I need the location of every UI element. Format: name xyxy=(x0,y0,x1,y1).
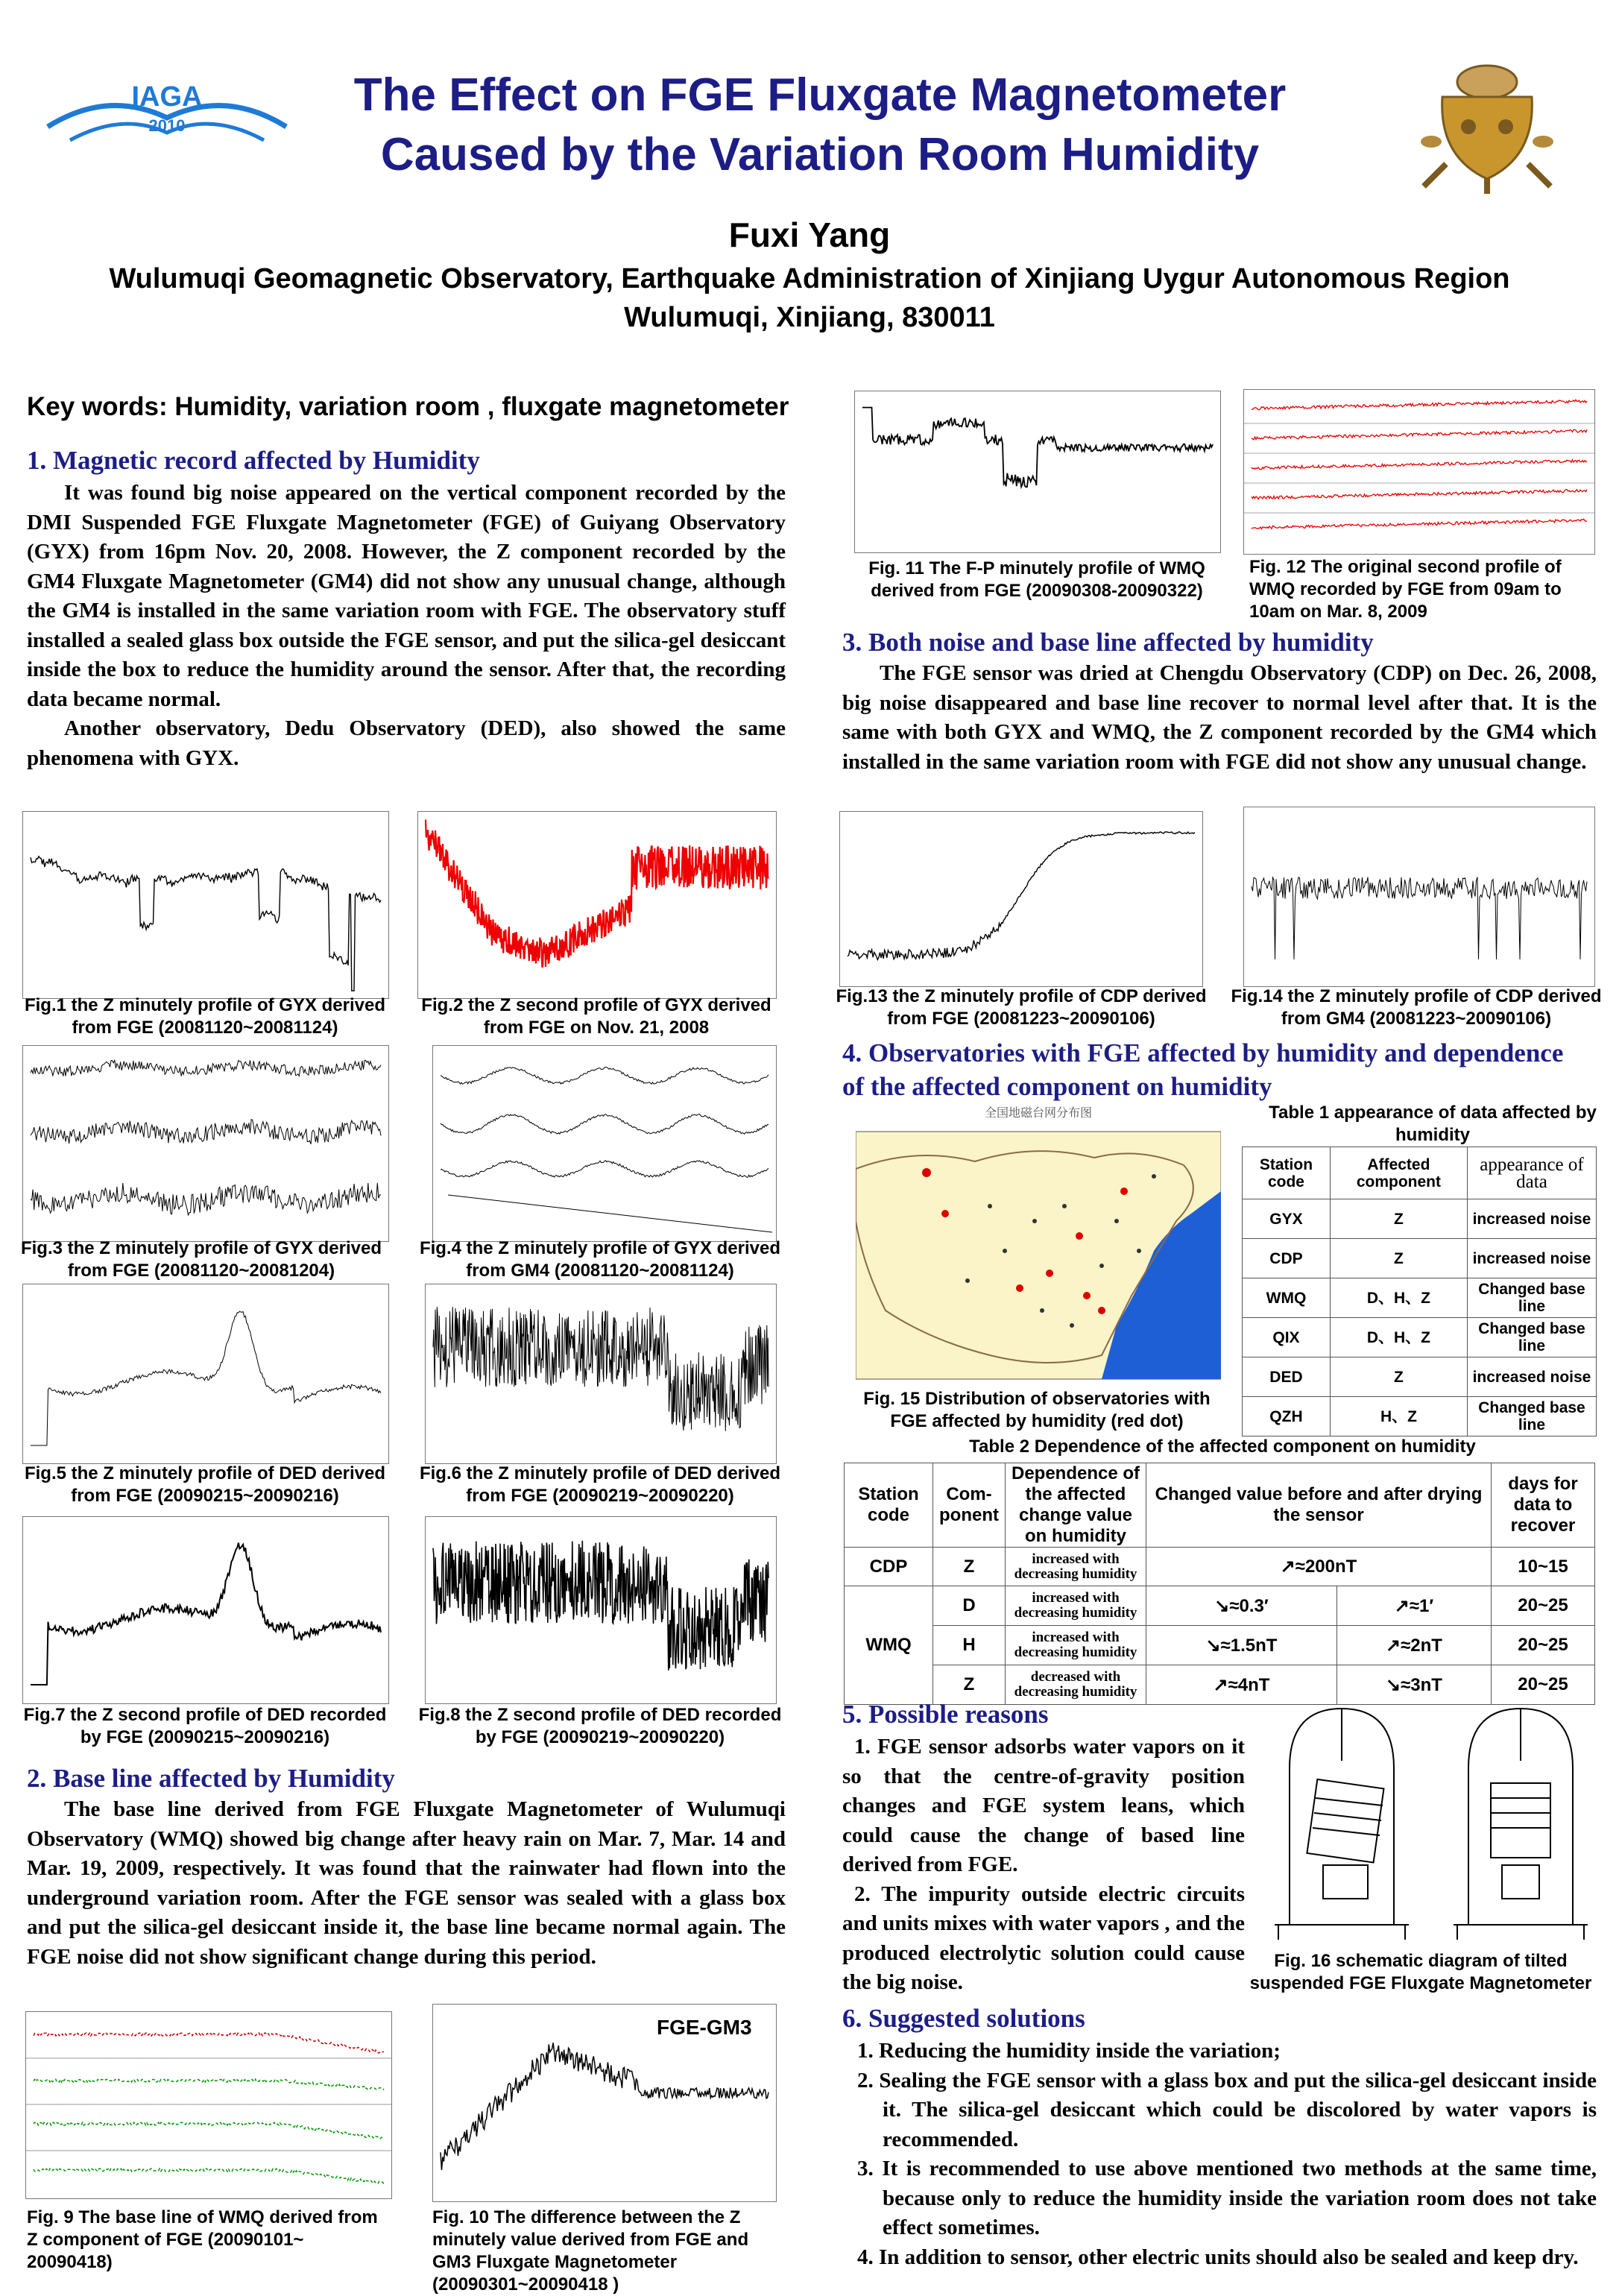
table1-cell: D、H、Z xyxy=(1330,1278,1467,1318)
fig3-caption: Fig.3 the Z minutely profile of GYX derived from FGE (20081120~20081204) xyxy=(20,1238,382,1281)
fig14-plot xyxy=(1243,807,1595,987)
table2-cell: decreased with decreasing humidity xyxy=(1006,1665,1146,1705)
section-3-text xyxy=(842,659,1597,777)
fig6-plot xyxy=(425,1284,777,1464)
table2-cell: WMQ xyxy=(845,1586,933,1705)
fig10-plot xyxy=(432,2004,777,2202)
fig12-caption: Fig. 12 The original second profile of WMQ recorded by FGE from 09am to 10am on Mar. 8, 2009 xyxy=(1249,557,1562,622)
section-1-paragraph-1: It was found big noise appeared on the vertical component recorded by the DMI Suspended FGE Fluxgate Magnetometer (FGE) of Guiyang Observatory (GYX) from 16pm Nov. 20, 2008. However, the Z component recorded by the GM4 Fluxgate Magnetometer (GM4) did not show any unusual change, although the GM4 is installed in the same variation room with FGE. The observatory stuff installed a sealed glass box outside the FGE sensor, and put the silica-gel desiccant inside the box to reduce the humidity around the sensor. After that, the recording data became normal. xyxy=(27,481,786,711)
table2-cell: increased with decreasing humidity xyxy=(1006,1586,1146,1626)
fig2-plot xyxy=(417,811,777,999)
table2-cell: ↘≈1.5nT xyxy=(1146,1626,1337,1665)
table2-cell: H xyxy=(933,1626,1006,1665)
fig7-plot xyxy=(22,1516,389,1704)
table1-cell: Changed base line xyxy=(1467,1397,1596,1436)
solution-item: 3. It is recommended to use above mentioned two methods at the same time, because only to reduce the humidity inside the variation room does not take effect sometimes. xyxy=(857,2157,1597,2239)
fig5-caption: Fig.5 the Z minutely profile of DED derived from FGE (20090215~20090216) xyxy=(24,1463,386,1506)
table2-cell: ↗≈4nT xyxy=(1146,1665,1337,1705)
table1-cell: DED xyxy=(1243,1357,1331,1397)
table1-cell: increased noise xyxy=(1467,1357,1596,1397)
table2-cell: 20~25 xyxy=(1492,1626,1595,1665)
reason-2: 2. The impurity outside electric circuits and units mixes with water vapors , and the produced electrolytic solution could cause the big noise. xyxy=(842,1882,1245,1994)
fig16-diagram xyxy=(1260,1701,1603,1947)
fig1-caption: Fig.1 the Z minutely profile of GYX derived from FGE (20081120~20081124) xyxy=(24,995,386,1038)
table1-cell: Z xyxy=(1330,1357,1467,1397)
table2-cell: Z xyxy=(933,1665,1006,1705)
fig12-plot xyxy=(1243,389,1595,555)
table2-cell: ↗≈1′ xyxy=(1336,1586,1491,1626)
poster-title xyxy=(283,66,1357,185)
fig2-caption: Fig.2 the Z second profile of GYX derived from FGE on Nov. 21, 2008 xyxy=(421,995,771,1038)
suggested-solutions-list xyxy=(842,2037,1597,2272)
table2-caption: Table 2 Dependence of the affected component on humidity xyxy=(969,1436,1476,1457)
table2-cell: ↘≈0.3′ xyxy=(1146,1586,1337,1626)
table2-cell: increased with decreasing humidity xyxy=(1006,1626,1146,1665)
table2-header-component: Com-ponent xyxy=(933,1463,1006,1548)
fig3-plot xyxy=(22,1045,389,1242)
table1-cell: Z xyxy=(1330,1239,1467,1278)
fig7-caption: Fig.7 the Z second profile of DED recorded by FGE (20090215~20090216) xyxy=(23,1705,387,1747)
table2-cell: 20~25 xyxy=(1492,1665,1595,1705)
table1-cell: increased noise xyxy=(1467,1199,1596,1239)
table2-header-changed-value: Changed value before and after drying the sensor xyxy=(1146,1463,1492,1548)
fig10-caption: Fig. 10 The difference between the Z minutely value derived from FGE and GM3 Fluxgate Magnetometer (20090301~20090418 ) xyxy=(432,2207,749,2295)
fig6-caption: Fig.6 the Z minutely profile of DED derived from FGE (20090219~20090220) xyxy=(419,1463,781,1506)
fig14-caption: Fig.14 the Z minutely profile of CDP derived from GM4 (20081223~20090106) xyxy=(1231,986,1602,1029)
table2-cell: D xyxy=(933,1586,1006,1626)
fig11-caption: Fig. 11 The F-P minutely profile of WMQ derived from FGE (20090308-20090322) xyxy=(868,558,1205,601)
table2-cell: ↘≈3nT xyxy=(1336,1665,1491,1705)
section-5-text xyxy=(842,1732,1245,1998)
table2-header-dependence: Dependence of the affected change value on humidity xyxy=(1006,1463,1146,1548)
map-title: 全国地磁台网分布图 xyxy=(984,1106,1093,1120)
keywords: Key words: Humidity, variation room , fluxgate magnetometer xyxy=(27,392,789,421)
iaga-logo xyxy=(40,75,294,157)
table1-cell: Changed base line xyxy=(1467,1318,1596,1357)
table2-cell: ↗≈2nT xyxy=(1336,1626,1491,1665)
affiliation-line-1: Wulumuqi Geomagnetic Observatory, Earthquake Administration of Xinjiang Uygur Autonomous Region xyxy=(109,263,1510,294)
table1-cell: increased noise xyxy=(1467,1239,1596,1278)
table2-cell: 20~25 xyxy=(1492,1586,1595,1626)
table2-header-station: Station code xyxy=(845,1463,933,1548)
table1-cell: QIX xyxy=(1243,1318,1331,1357)
fig16-caption: Fig. 16 schematic diagram of tilted suspended FGE Fluxgate Magnetometer xyxy=(1249,1951,1592,1993)
affiliation-line-2: Wulumuqi, Xinjiang, 830011 xyxy=(624,302,995,333)
table1-cell: Z xyxy=(1330,1199,1467,1239)
fig15-map xyxy=(856,1102,1221,1387)
section-5-heading: 5. Possible reasons xyxy=(842,1700,1049,1729)
fig13-caption: Fig.13 the Z minutely profile of CDP derived from FGE (20081223~20090106) xyxy=(836,986,1207,1029)
solution-item: 4. In addition to sensor, other electric units should also be sealed and keep dry. xyxy=(857,2245,1579,2269)
table2-header-days: days for data to recover xyxy=(1492,1463,1595,1548)
section-2-heading: 2. Base line affected by Humidity xyxy=(27,1764,395,1793)
table2-cell: Z xyxy=(933,1548,1006,1586)
reason-1: 1. FGE sensor adsorbs water vapors on it so that the centre-of-gravity position changes and FGE system leans, which could cause the change of based line derived from FGE. xyxy=(842,1735,1245,1876)
section-1-heading: 1. Magnetic record affected by Humidity xyxy=(27,446,480,475)
section-4-heading xyxy=(842,1036,1603,1103)
title-line-2: Caused by the Variation Room Humidity xyxy=(380,129,1260,180)
section-2-paragraph-1: The base line derived from FGE Fluxgate Magnetometer of Wulumuqi Observatory (WMQ) showed big change after heavy rain on Mar. 7, Mar. 14 and Mar. 19, 2009, respectively. It was found that the rainwater had flown into the underground variation room. After the FGE sensor was sealed with a glass box and put the silica-gel desiccant inside it, the base line became normal again. The FGE noise did not show significant change during this period. xyxy=(27,1797,786,1969)
table1-caption: Table 1 appearance of data affected by humidity xyxy=(1269,1103,1597,1145)
table1-cell: Changed base line xyxy=(1467,1278,1596,1318)
table1-cell: WMQ xyxy=(1243,1278,1331,1318)
table2-cell: CDP xyxy=(845,1548,933,1586)
fig9-plot xyxy=(25,2011,392,2199)
section-6-heading: 6. Suggested solutions xyxy=(842,2004,1085,2033)
table1-cell: D、H、Z xyxy=(1330,1318,1467,1357)
fig4-caption: Fig.4 the Z minutely profile of GYX derived from GM4 (20081120~20081124) xyxy=(419,1238,781,1281)
fig5-plot xyxy=(22,1284,389,1464)
table2 xyxy=(844,1463,1595,1705)
table1-header-component: Affected component xyxy=(1330,1147,1467,1199)
table2-cell: ↗≈200nT xyxy=(1146,1548,1492,1586)
fig15-caption: Fig. 15 Distribution of observatories with FGE affected by humidity (red dot) xyxy=(863,1389,1211,1431)
table1-header-appearance: appearance of data xyxy=(1467,1147,1596,1199)
affiliation xyxy=(30,259,1589,337)
table1-cell: CDP xyxy=(1243,1239,1331,1278)
fig4-plot xyxy=(432,1045,777,1242)
solution-item: 2. Sealing the FGE sensor with a glass box and put the silica-gel desiccant inside it. The silica-gel desiccant which could be discolored by water vapors is recommended. xyxy=(857,2068,1597,2151)
table1 xyxy=(1242,1147,1597,1436)
section-4-heading-line-2: of the affected component on humidity xyxy=(842,1072,1272,1101)
section-3-heading: 3. Both noise and base line affected by humidity xyxy=(842,628,1374,657)
bronze-vessel-emblem xyxy=(1401,52,1573,201)
table1-cell: GYX xyxy=(1243,1199,1331,1239)
table1-cell: QZH xyxy=(1243,1397,1331,1436)
title-line-1: The Effect on FGE Fluxgate Magnetometer xyxy=(353,69,1287,121)
logo-year: 2010 xyxy=(148,116,186,135)
section-1-paragraph-2: Another observatory, Dedu Observatory (DED), also showed the same phenomena with GYX. xyxy=(27,716,786,770)
section-4-heading-line-1: 4. Observatories with FGE affected by humidity and dependence xyxy=(842,1038,1564,1067)
table1-cell: H、Z xyxy=(1330,1397,1467,1436)
section-2-text xyxy=(27,1795,786,1972)
fig9-caption: Fig. 9 The base line of WMQ derived from Z component of FGE (20090101~ 20090418) xyxy=(27,2207,378,2272)
section-1-text xyxy=(27,479,786,773)
section-3-paragraph-1: The FGE sensor was dried at Chengdu Observatory (CDP) on Dec. 26, 2008, big noise disappeared and base line recover to normal level after that. It is the same with both GYX and WMQ, the Z component recorded by the GM4 which installed in the same variation room with FGE did not show any unusual change. xyxy=(842,661,1597,774)
fig8-caption: Fig.8 the Z second profile of DED recorded by FGE (20090219~20090220) xyxy=(418,1705,782,1747)
table2-cell: 10~15 xyxy=(1492,1548,1595,1586)
table2-cell: increased with decreasing humidity xyxy=(1006,1548,1146,1586)
author: Fuxi Yang xyxy=(728,215,891,254)
solution-item: 1. Reducing the humidity inside the variation; xyxy=(857,2039,1281,2063)
fig1-plot xyxy=(22,811,389,999)
logo-text: IAGA xyxy=(131,81,203,113)
fig8-plot xyxy=(425,1516,777,1704)
table1-header-station: Station code xyxy=(1243,1147,1331,1199)
fig10-label: FGE-GM3 xyxy=(657,2016,752,2039)
fig11-plot xyxy=(854,391,1221,553)
fig13-plot xyxy=(839,811,1203,987)
